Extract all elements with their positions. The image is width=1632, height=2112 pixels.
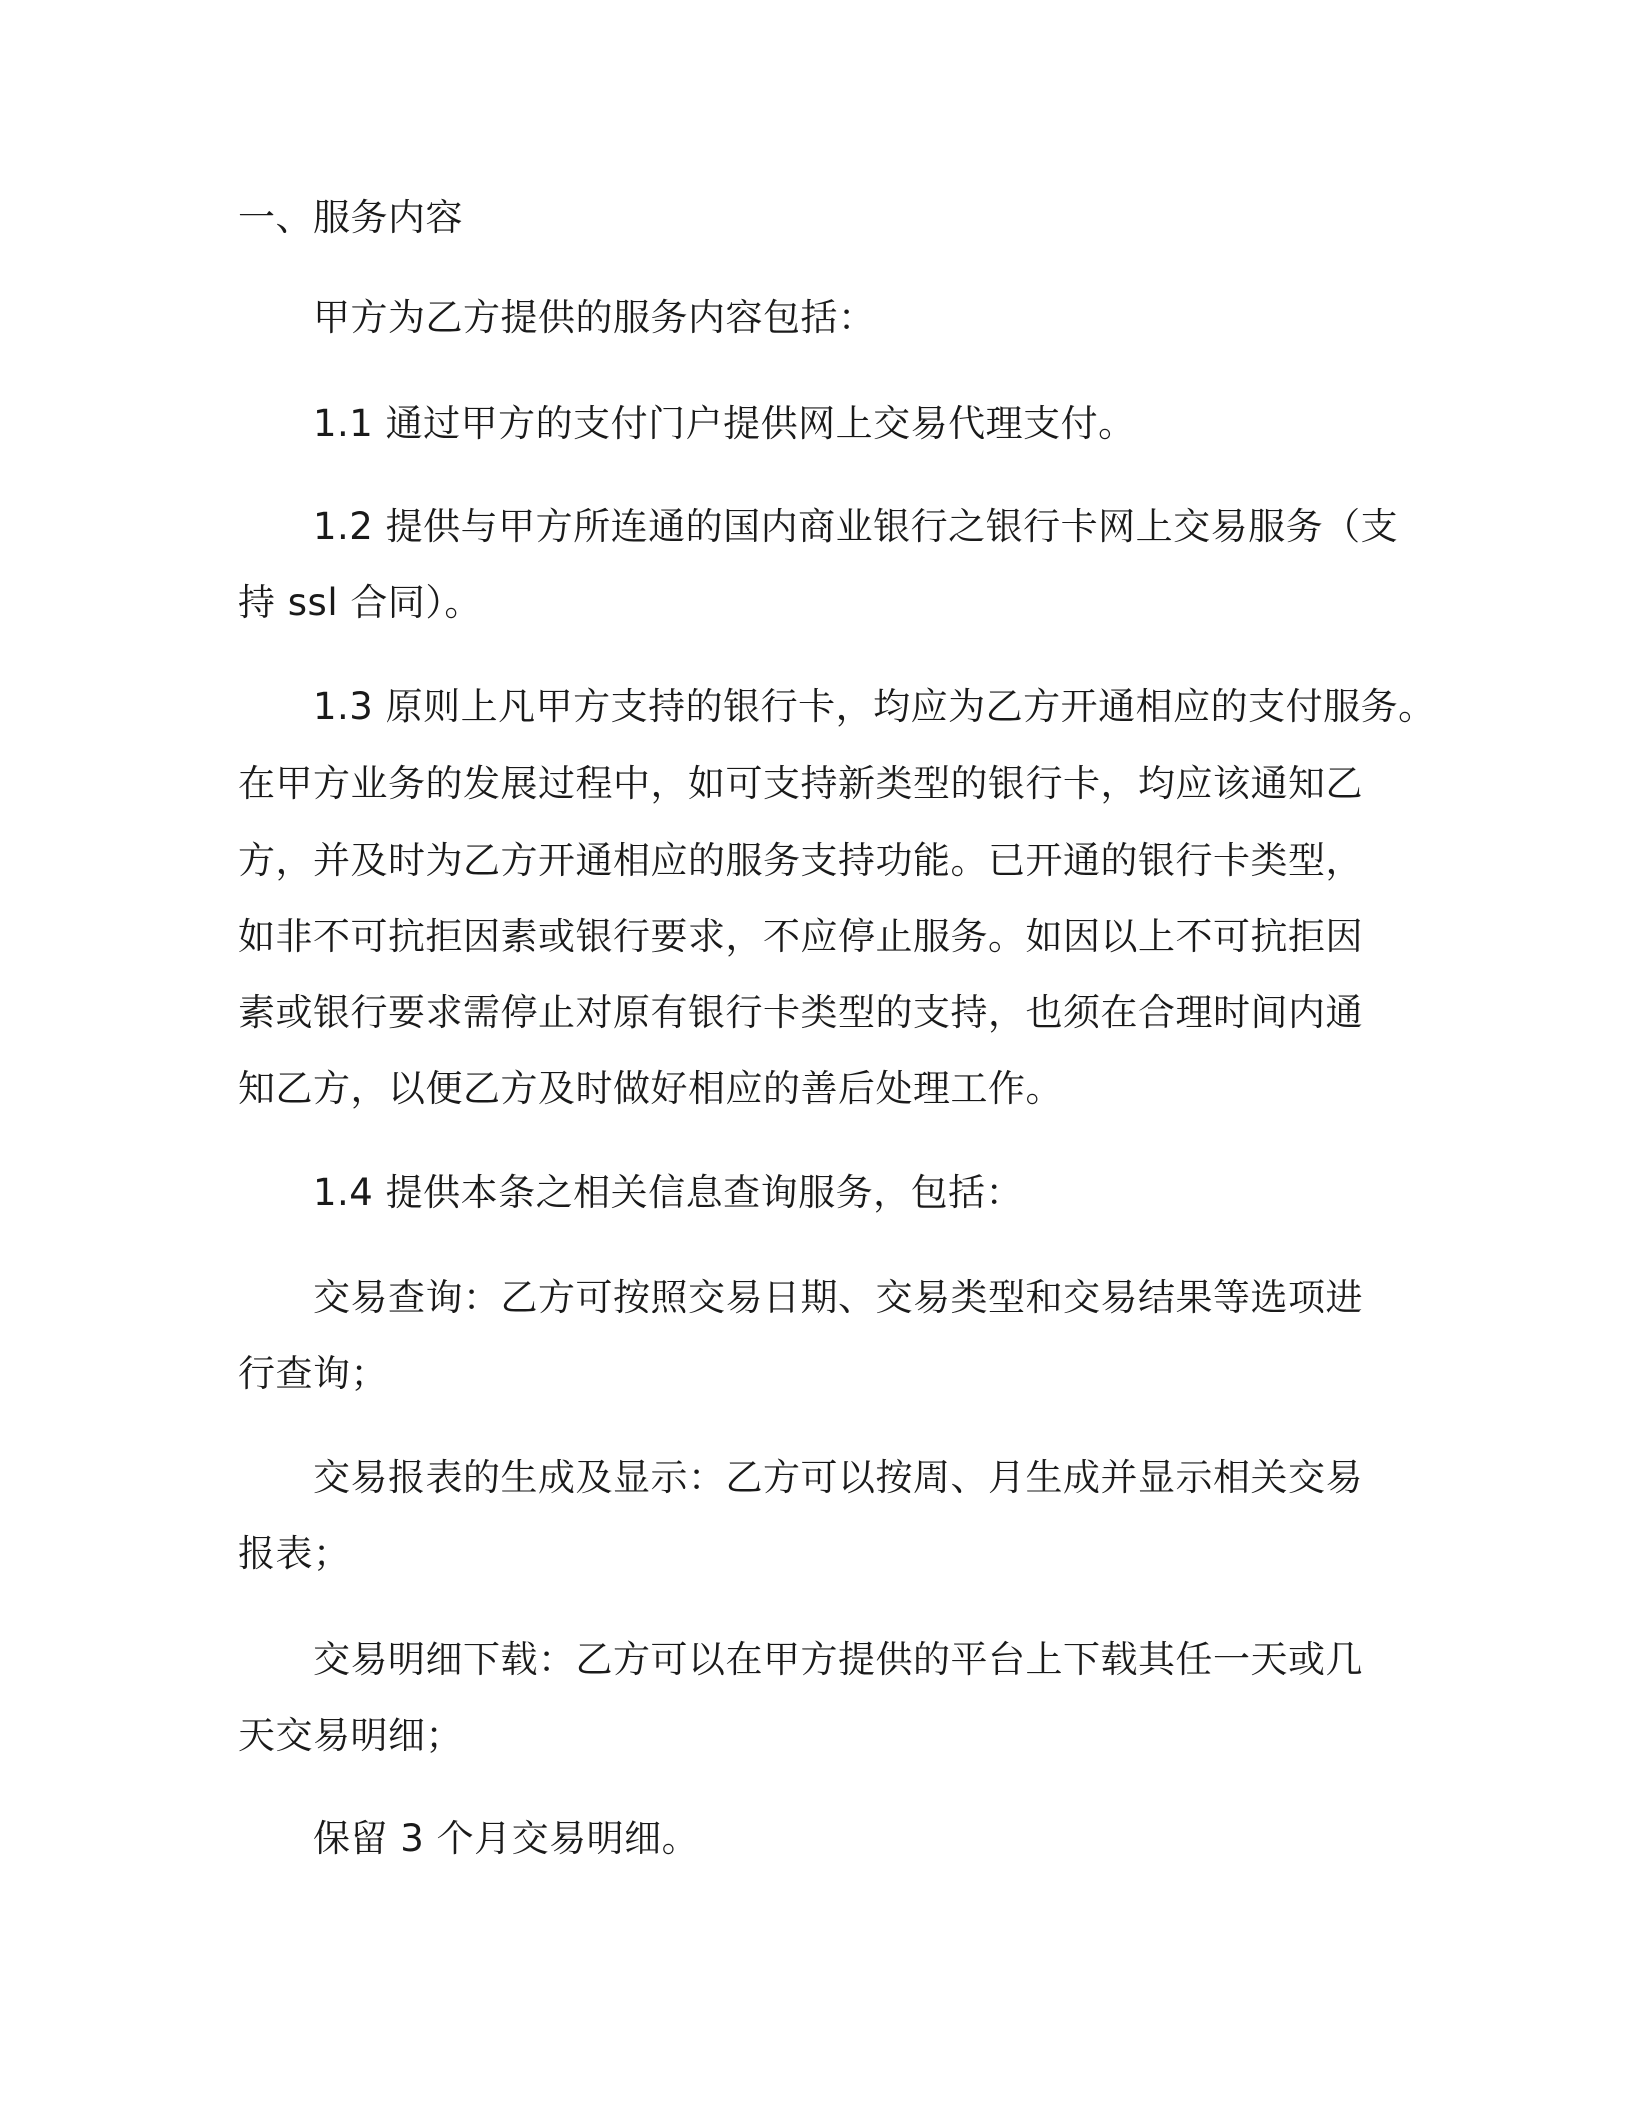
- item-1-2-line-1: 1.2 提供与甲方所连通的国内商业银行之银行卡网上交易服务（支: [313, 505, 1399, 548]
- report-line-2: 报表；: [238, 1532, 351, 1575]
- query-line-1: 交易查询：乙方可按照交易日期、交易类型和交易结果等选项进: [313, 1276, 1363, 1319]
- query-line-2: 行查询；: [238, 1352, 388, 1395]
- download-line-2: 天交易明细；: [238, 1714, 463, 1757]
- section-heading: 一、服务内容: [238, 196, 463, 239]
- item-1-3-line-3: 方，并及时为乙方开通相应的服务支持功能。已开通的银行卡类型，: [238, 839, 1363, 882]
- item-1-3-line-1: 1.3 原则上凡甲方支持的银行卡，均应为乙方开通相应的支付服务。: [313, 685, 1436, 728]
- item-1-3-line-4: 如非不可抗拒因素或银行要求，不应停止服务。如因以上不可抗拒因: [238, 915, 1363, 958]
- download-line-1: 交易明细下载：乙方可以在甲方提供的平台上下载其任一天或几: [313, 1638, 1363, 1681]
- item-1-3-line-6: 知乙方，以便乙方及时做好相应的善后处理工作。: [238, 1067, 1063, 1110]
- item-1-4: 1.4 提供本条之相关信息查询服务，包括：: [313, 1171, 1024, 1214]
- item-1-1: 1.1 通过甲方的支付门户提供网上交易代理支付。: [313, 402, 1136, 445]
- retention-note: 保留 3 个月交易明细。: [313, 1817, 700, 1860]
- item-1-2-line-2: 持 ssl 合同）。: [238, 581, 482, 624]
- item-1-3-line-5: 素或银行要求需停止对原有银行卡类型的支持，也须在合理时间内通: [238, 991, 1363, 1034]
- intro-paragraph: 甲方为乙方提供的服务内容包括：: [313, 296, 876, 339]
- item-1-3-line-2: 在甲方业务的发展过程中，如可支持新类型的银行卡，均应该通知乙: [238, 762, 1363, 805]
- report-line-1: 交易报表的生成及显示：乙方可以按周、月生成并显示相关交易: [313, 1456, 1363, 1499]
